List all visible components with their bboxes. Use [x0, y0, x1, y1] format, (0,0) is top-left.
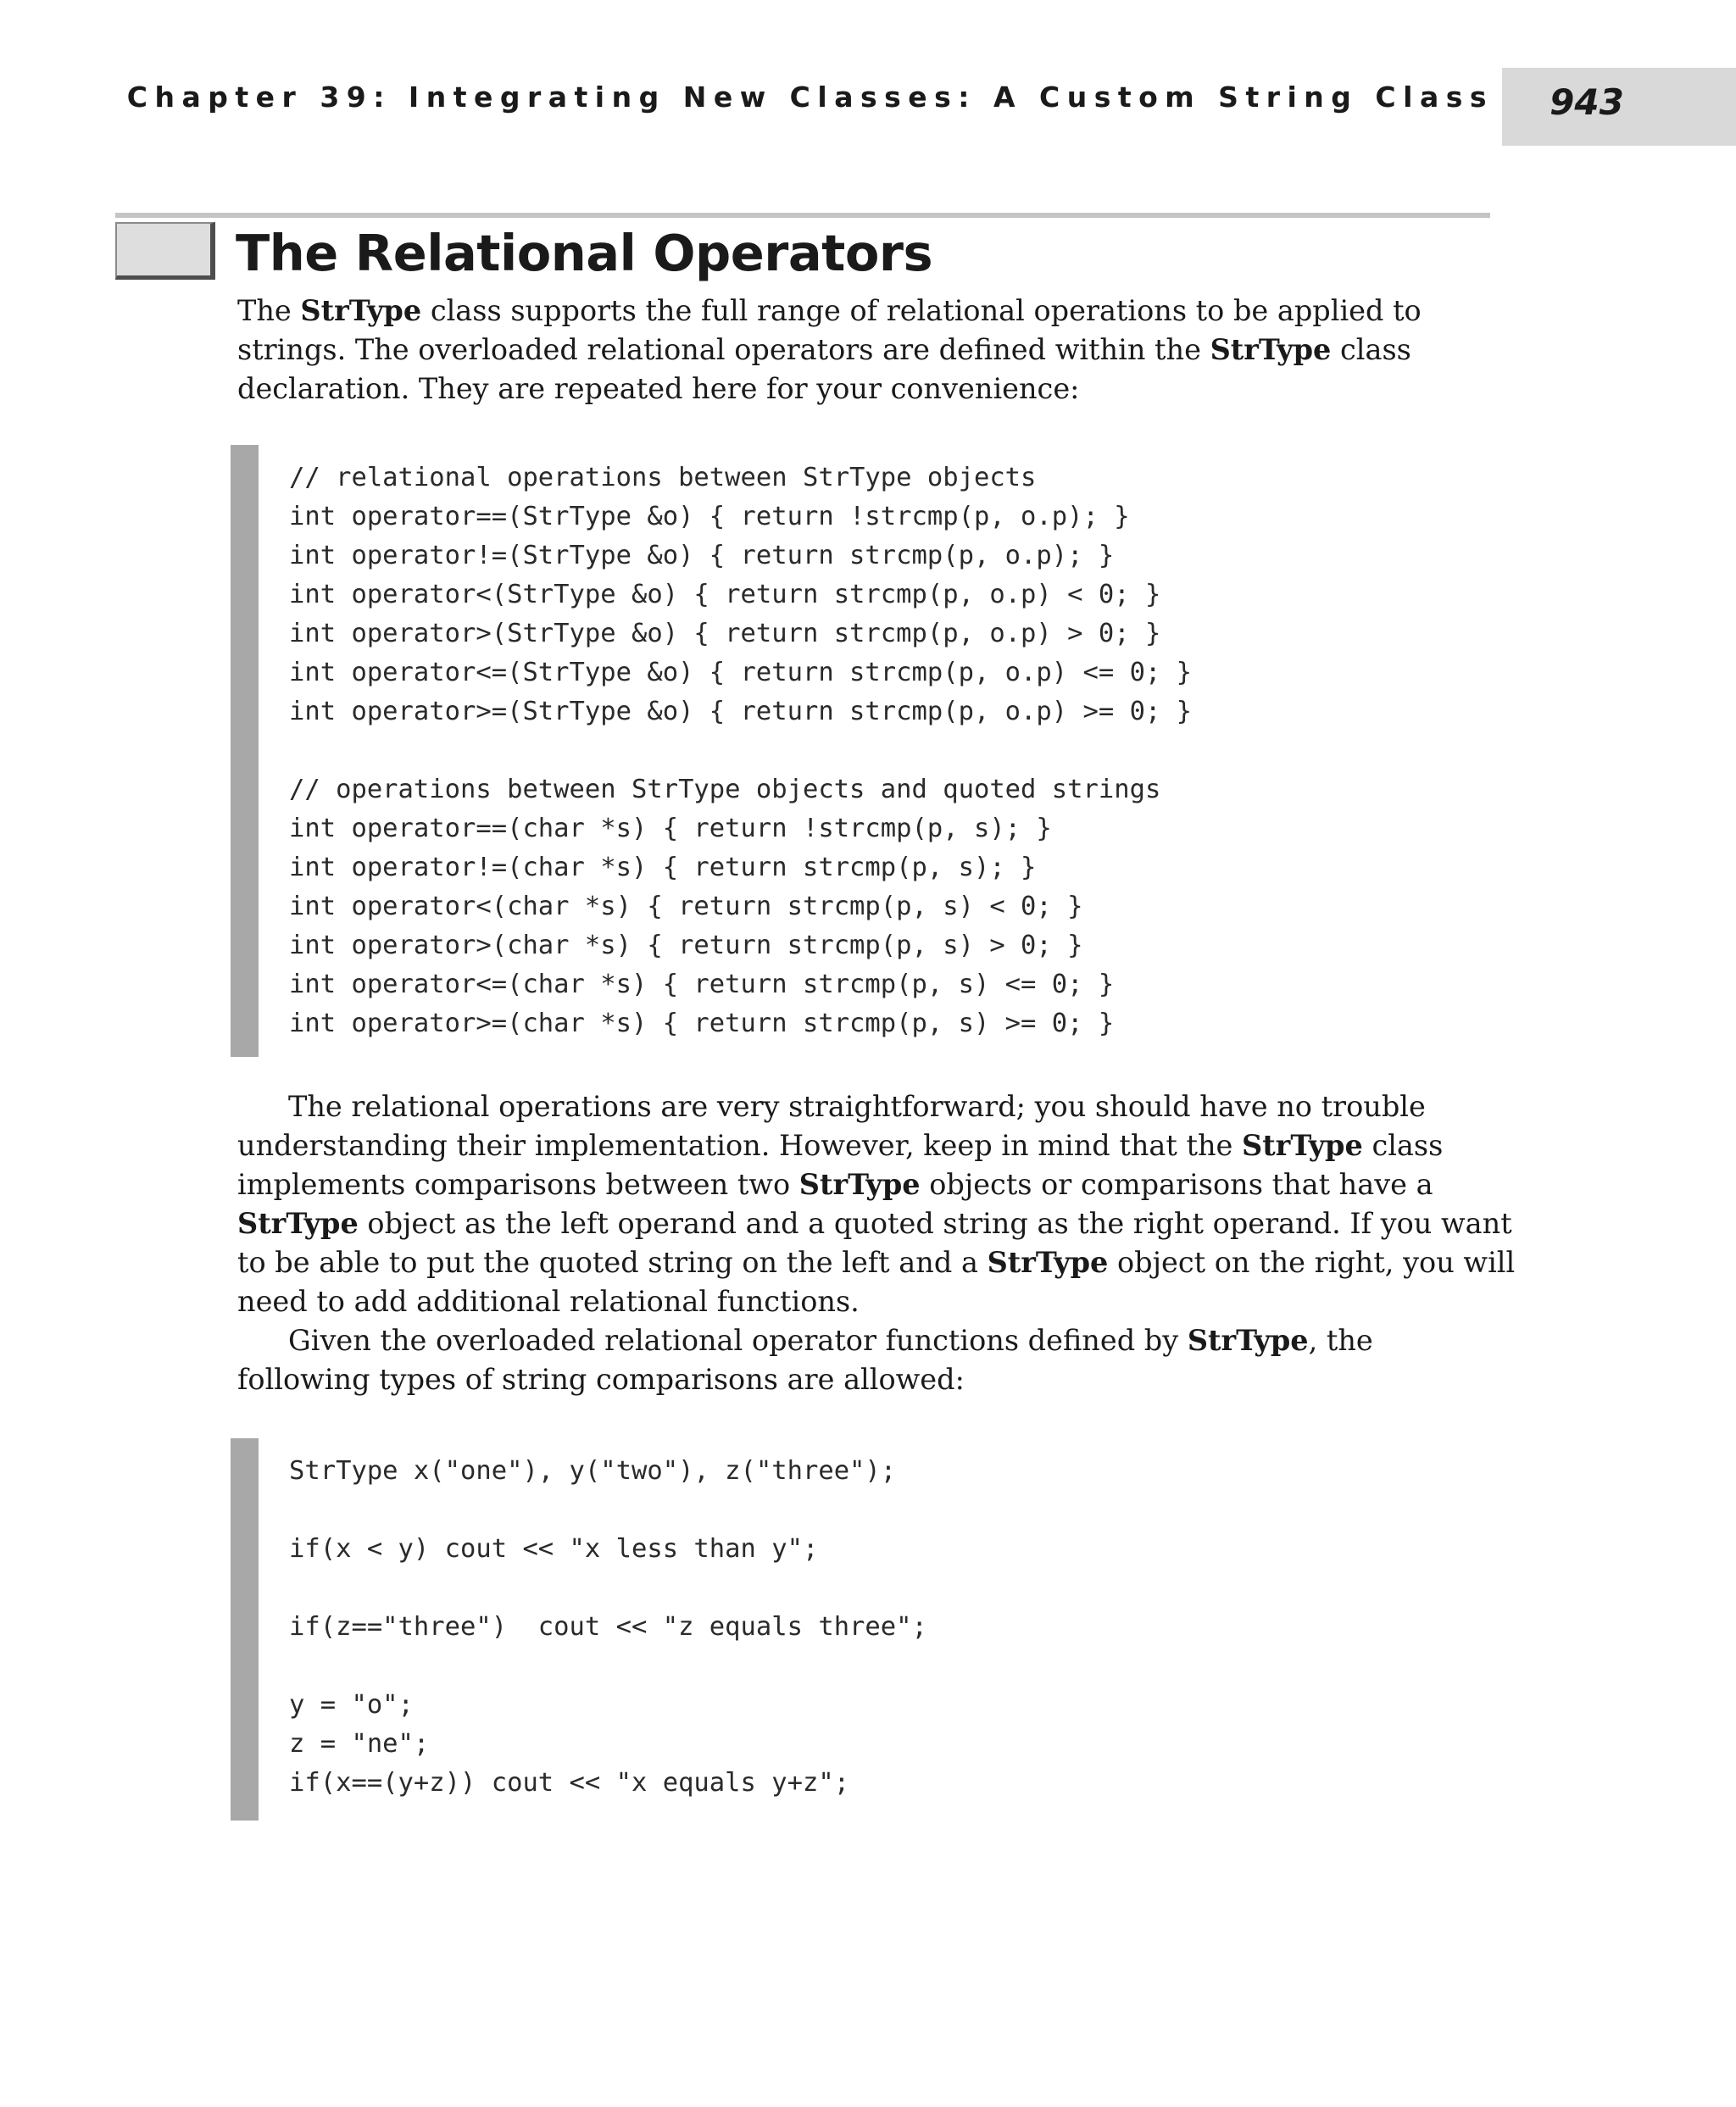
text-line: strings. The overloaded relational operators are defined within the StrType class	[237, 333, 1411, 366]
code-block-bar	[231, 445, 259, 1057]
class-name-emphasis: StrType	[1242, 1129, 1363, 1162]
code-line: z = "ne";	[289, 1729, 430, 1759]
code-line: int operator>(StrType &o) { return strcmp(p, o.p) > 0; }	[289, 619, 1161, 648]
body-paragraph-2	[237, 1321, 1500, 1399]
code-line	[289, 1647, 927, 1686]
code-line: int operator==(StrType &o) { return !strcmp(p, o.p); }	[289, 502, 1130, 531]
text-line: The relational operations are very straightforward; you should have no trouble	[288, 1090, 1426, 1123]
code-line: int operator>=(char *s) { return strcmp(p, s) >= 0; }	[289, 1009, 1115, 1038]
class-name-emphasis: StrType	[1210, 333, 1332, 366]
section-title: The Relational Operators	[236, 224, 933, 282]
intro-paragraph	[237, 292, 1500, 409]
page-number: 943	[1550, 81, 1624, 123]
code-line: int operator>=(StrType &o) { return strcmp(p, o.p) >= 0; }	[289, 697, 1193, 726]
code-line: if(z=="three") cout << "z equals three";	[289, 1612, 927, 1642]
code-line: if(x==(y+z)) cout << "x equals y+z";	[289, 1768, 850, 1798]
running-head: Chapter 39: Integrating New Classes: A Custom String Class	[126, 81, 1494, 114]
text-line: implements comparisons between two StrType objects or comparisons that have a	[237, 1168, 1433, 1201]
code-line: int operator<(StrType &o) { return strcmp(p, o.p) < 0; }	[289, 580, 1161, 609]
text-line: understanding their implementation. However, keep in mind that the StrType class	[237, 1129, 1444, 1162]
text-line: declaration. They are repeated here for your convenience:	[237, 372, 1080, 405]
class-name-emphasis: StrType	[798, 1168, 921, 1201]
code-line: // relational operations between StrType objects	[289, 463, 1037, 492]
text-line: StrType object as the left operand and a quoted string as the right operand. If you want	[237, 1207, 1512, 1240]
code-line: y = "o";	[289, 1690, 414, 1720]
code-line: int operator>(char *s) { return strcmp(p, s) > 0; }	[289, 931, 1083, 960]
code-block	[289, 459, 1192, 1043]
code-line	[289, 1491, 927, 1530]
code-line: if(x < y) cout << "x less than y";	[289, 1534, 819, 1564]
text-line: following types of string comparisons are allowed:	[237, 1363, 965, 1396]
code-block	[289, 1452, 927, 1803]
header-rule	[115, 213, 1490, 218]
class-name-emphasis: StrType	[237, 1207, 359, 1240]
text-line: The StrType class supports the full range of relational operations to be applied to	[237, 294, 1422, 327]
body-paragraph	[237, 1087, 1516, 1321]
code-line: StrType x("one"), y("two"), z("three");	[289, 1456, 897, 1486]
code-line: int operator<=(char *s) { return strcmp(p, s) <= 0; }	[289, 970, 1115, 999]
code-line: int operator<=(StrType &o) { return strcmp(p, o.p) <= 0; }	[289, 658, 1193, 687]
code-line: int operator<(char *s) { return strcmp(p, s) < 0; }	[289, 892, 1083, 921]
code-line: int operator!=(char *s) { return strcmp(p, s); }	[289, 853, 1037, 882]
class-name-emphasis: StrType	[300, 294, 422, 327]
code-line: int operator==(char *s) { return !strcmp(p, s); }	[289, 814, 1052, 843]
code-line: int operator!=(StrType &o) { return strcmp(p, o.p); }	[289, 541, 1115, 570]
section-marker-box	[115, 222, 215, 280]
class-name-emphasis: StrType	[1187, 1324, 1309, 1357]
code-block-bar	[231, 1438, 259, 1821]
class-name-emphasis: StrType	[987, 1246, 1109, 1279]
text-line: need to add additional relational functions.	[237, 1285, 860, 1318]
code-line	[289, 731, 1192, 770]
text-line: Given the overloaded relational operator functions defined by StrType, the	[288, 1324, 1373, 1357]
code-line: // operations between StrType objects and quoted strings	[289, 775, 1161, 804]
text-line: to be able to put the quoted string on the left and a StrType object on the right, you will	[237, 1246, 1516, 1279]
code-line	[289, 1569, 927, 1608]
